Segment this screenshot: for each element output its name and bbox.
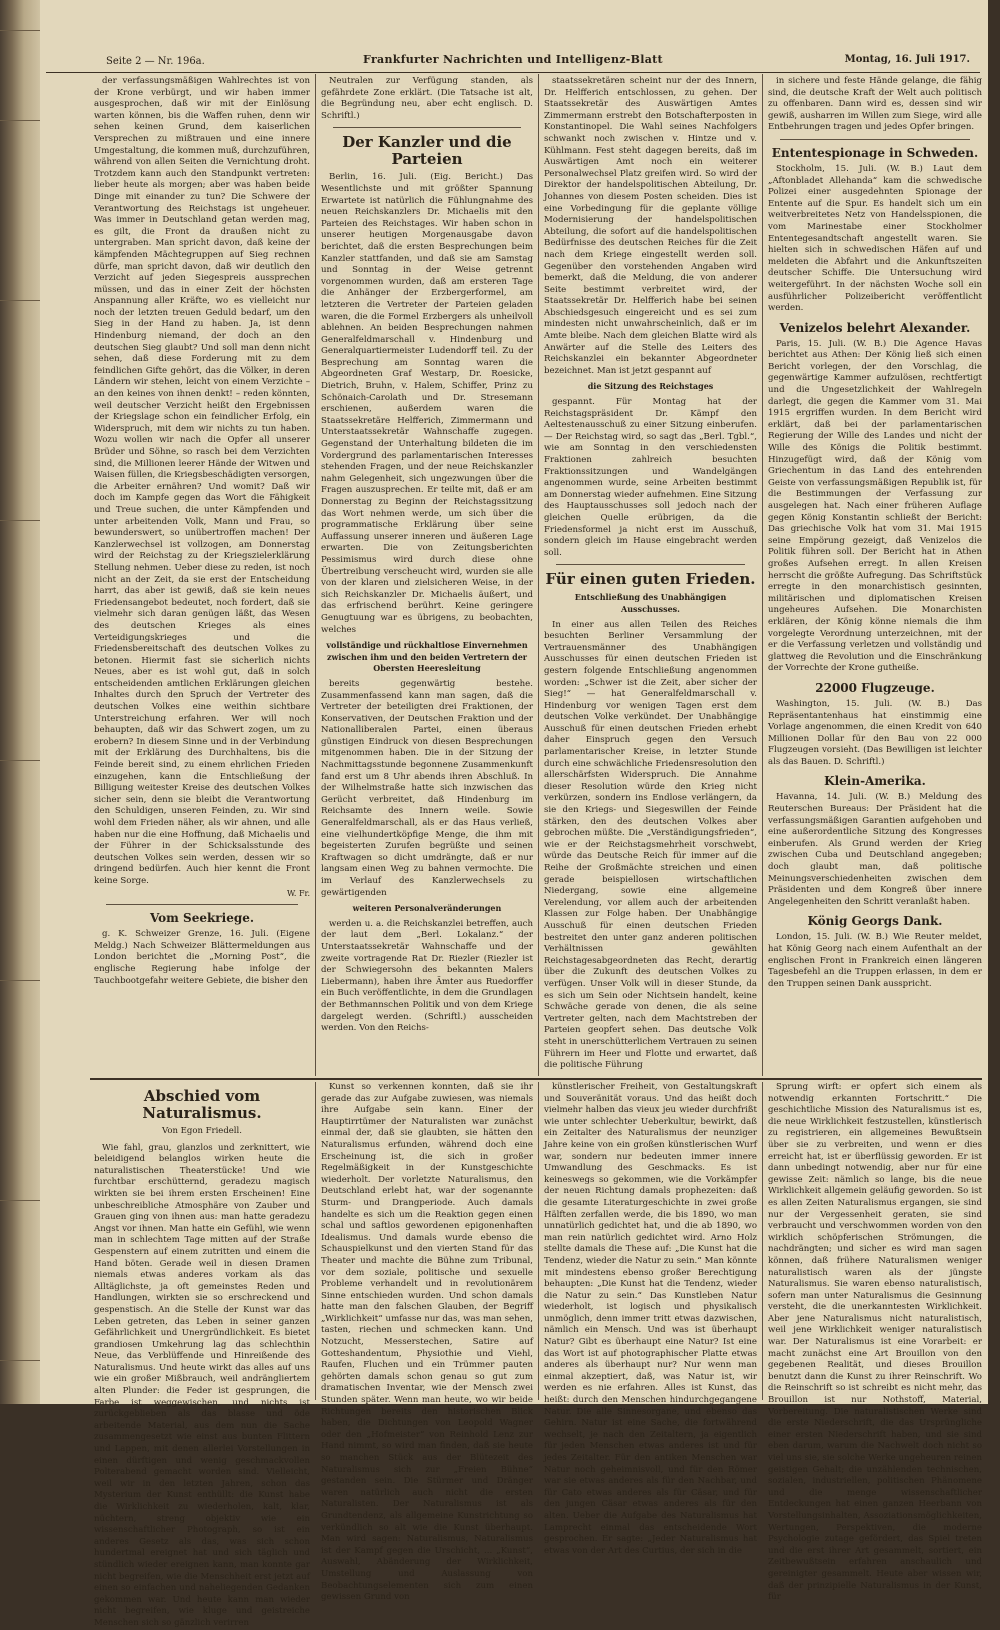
column-2	[317, 76, 537, 1074]
col2-lead-text: Neutralen zur Verfügung standen, als gefährdete Zone erklärt. (Die Tatsache ist alt, die Begründung neu, aber echt englisch. D. Schriftl.)	[321, 76, 533, 121]
feuilleton-column-4	[764, 1082, 986, 1603]
issue-date: Montag, 16. Juli 1917.	[844, 54, 970, 65]
feuilleton-text-3: künstlerischer Freiheit, von Gestaltungskraft und Souveränität voraus. Und das heißt doch vielmehr halben das vieux jeu wieder durchfrißt wie unter schlechter Ueberkultur, bewirkt, daß ein Zeitalter des Naturalismus der neunziger Jahre keine von ein großen künstlerischen Wurf war, sondern nur bedeuten immer innere Umwandlung des Geschmacks. Es ist keineswegs so gekommen, wie die Vorkämpfer der neuen Richtung damals prophezeiten: daß die gesamte Literaturgeschichte in zwei große Hälften zerfallen werde, die bis 1890, wo man unnatürlich gedichtet hat, und die ab 1890, wo man rein natürlich gedichtet wird. Arno Holz stellte damals die These auf: „Die Kunst hat die Tendenz, wieder die Natur zu sein.“ Man könnte mit mindestens ebenso großer Berechtigung behaupten: „Die Kunst hat die Tendenz, wieder die Natur zu sein.“ Das Kunstleben Natur wiederholt, ist logisch und physikalisch unmöglich, denn immer tritt etwas dazwischen, nämlich ein Mensch. Und was ist überhaupt Natur? Gibt es überhaupt eine Natur? Ist eine das Wort ist auf photographischer Platte etwas anderes als überhaupt nur? Nur wenn man einmal akzeptiert, daß, was Natur ist, wir werden es nie erfahren. Alles ist Kunst, das heißt: durch den Menschen hindurchgegangene Natur. Die alle Sinnesorgane, und ebenso das Gehirn. Natur ist eine Sache, die fortwährend wechselt, je nach den Zeitaltern, ja eigentlich für jeden Menschen etwas anderes ist und für jedes Zeitalter. Für den antiken Menschen war Natur noch geheimnisvoll, und für den Römer war sie etwas anderes als für den Nachbar, und für Cato etwas anderes als für Cäsar, und für den jungen Cäsar etwas anderes als für den alten. Ueber die Aufgabe des Naturalismus hat Lamprecht einmal das entscheidende Wort gesprochen. Er sagte: „Jeder Naturalismus hat etwas von der Art des Curtius, der sich in die	[544, 1082, 757, 1556]
feuilleton-column-3	[540, 1082, 761, 1556]
article-signature: W. Fr.	[287, 888, 310, 898]
newspaper-page	[40, 0, 988, 1628]
newspaper-title: Frankfurter Nachrichten und Intelligenz-Blatt	[363, 53, 663, 66]
frieden-text: In einer aus allen Teilen des Reiches besuchten Berliner Versammlung der Vertrauensmänner des Unabhängigen Ausschusses für einen deutschen Frieden ist gestern folgende Entschließung angenommen worden: „Schwer ist die Zeit, aber sicher der Sieg!“ — hat Generalfeldmarschall v. Hindenburg vor wenigen Tagen erst dem deutschen Volke verkündet. Der Unabhängige Ausschuß für einen deutschen Frieden erhebt daher Einspruch gegen den Versuch parlamentarischer Kreise, in letzter Stunde durch eine schwächliche Friedensresolution den allerschärfsten Widerspruch. Die Annahme dieser Resolution würde den Krieg nicht verkürzen, sondern ins Endlose verlängern, da sie den Kriegs- und Siegeswillen der Feinde stärken, den des deutschen Volkes aber gebrochen müßte. Die „Verständigungsfrieden“, wie er der Reichstagsmehrheit vorschwebt, würde das Deutsche Reich für immer auf die Reihe der Großmächte streichen und einen gerade beispiellosen wirtschaftlichen Niedergang, sowie eine allgemeine Verelendung, vor allem auch der arbeitenden Klassen zur Folge haben. Der Unabhängige Ausschuß für einen deutschen Frieden bestreitet den unter ganz anderen politischen Verhältnissen gewählten Reichstagesabgeordneten das Recht, derartig über die Zukunft des deutschen Volkes zu verfügen. Unser Volk will in dieser Stunde, da es sich um Sein oder Nichtsein handelt, keine Schwäche gerade von denen, die als seine Vertreter gelten, nach dem Machtstreben der Parteien geopfert sehen. Das deutsche Volk steht in unerschütterlichem Vertrauen zu seinen Führern im Heer und Flotte und erwartet, daß die politische Führung	[544, 619, 757, 1071]
subhead-sitzung: die Sitzung des Reichstages	[587, 381, 714, 392]
koenig-georg-text: London, 15. Juli. (W. B.) Wie Reuter meldet, hat König Georg nach einem Aufenthalt an der englischen Front in Frankreich einen längeren Tagesbefehl an die Truppen erlassen, in dem er den Truppen seinen Dank ausspricht.	[768, 932, 982, 989]
headline-spionage: Ententespionage in Schweden.	[771, 145, 979, 160]
feuilleton-text-1: Wie fahl, grau, glanzlos und zerknittert, wie beleidigend belanglos wirken heute die naturalistischen Theaterstücke! Und wie furchtbar erschütternd, geradezu magisch wirkten sie bei ihrem ersten Erscheinen! Eine unbeschreibliche Atmosphäre von Zauber und Grauen ging von ihnen aus: man hatte geradezu Angst vor ihnen. Man hatte ein Gefühl, wie wenn man in schlechtem Tage mitten auf der Straße Gespenstern auf einem zutritten und einem die Hand böten. Gerade weil in diesen Dramen niemals etwas anderes vorkam als das Alltäglichste, ja oft gemeinstes Reden und Handlungen, wirkten sie so erschreckend und gespenstisch. An die Stelle der Kunst war das Leben getreten, das Leben in seiner ganzen Gefährlichkeit und Unergründlichkeit. Es bietet grandiosen Umkehrung lag das schlechthin Neue, das Verblüffende und Hinreißende des Naturalismus. Und heute wirkt das alles auf uns wie ein großer Mißbrauch, weil andrängliertem alten Plunder: die Feder ist gesprungen, die Farbe ist weggewischen, und nichts ist zurückgeblieben als das blasse und öde arbeitende Material, aus dem nun die Sache zusammengesetzt wie einst aus bunten Flittern und Lappen, mit denen allerlei Vorstellungen in einen dürftigen und wenig geschmackvollen Polterabend gemacht worden sind. Vielleicht, weil wir in den letzten Jahren, schon das Mysterium der Kunst enthüllt: die Kunst habe die Wirklichkeit zu wiederholen, kalt, klar, nüchtern, streng objektiv wie ein wissenschaftlicher Photograph, so ist ein anderes Gesetz als das, was sich schon hundertmal ereignet hat und sich täglich und stündlich wieder ereignen kann, man konnte gar nicht begreifen, wie die Menschheit erst jetzt auf einen so einfachen und naheliegenden Gedanken gekommen war. Und heute kann man wieder nicht begreifen, wie kluge und geistreiche Menschen sich so gänzlich verirren	[94, 1142, 310, 1628]
masthead	[46, 50, 980, 73]
col3-text: staatssekretären scheint nur der des Innern, Dr. Helfferich entschlossen, zu gehen. Der Staatssekretär des Auswärtigen Amtes Zimmermann erstrebt den Botschafterposten in Konstantinopel. Die Wahl seines Nachfolgers schwankt noch zwischen v. Hintze und v. Kühlmann. Fest steht dagegen bereits, daß im Auswärtigen Amt noch ein weiterer Personalwechsel Platz greifen wird. So wird der Direktor der handelspolitischen Abteilung, Dr. Johannes von diesem Posten scheiden. Dies ist eine Vorbedingung für die geplante völlige Modernisierung der handelspolitischen Abteilung, die sofort auf die handelspolitischen Bedürfnisse des deutschen Reiches für die Zeit nach dem Kriege eingestellt werden soll. Gegenüber den vorstehenden Angaben wird bemerkt, daß die Meldung, die von anderer Seite bestimmt verbreitet wird, der Staatssekretär Dr. Helfferich habe bei seinen Abschiedsgesuch eingereicht und es sei zum mindesten nicht unwahrscheinlich, daß er im Amte bleibe. Nach dem gleichen Blatte wird als Anwärter auf die Stelle des Leiters des Reichskanzlei ein bekannter Abgeordneter bezeichnet. Man ist jetzt gespannt auf	[544, 76, 757, 376]
column-4	[764, 76, 986, 1074]
feuilleton-byline: Von Egon Friedell.	[162, 1126, 242, 1136]
col3-text-2: gespannt. Für Montag hat der Reichstagspräsident Dr. Kämpf den Aeltestenausschuß zu einer Sitzung einberufen. — Der Reichstag wird, so sagt das „Berl. Tgbl.“, wie am Sonntag in den verschiedensten Fraktionen zahlreich besuchten Fraktionssitzungen und Wandelgängen angenommen wurde, seine Arbeiten bestimmt am Donnerstag wieder aufnehmen. Eine Sitzung des Hauptausschusses soll jedoch nach der gleichen Quelle erübrigen, da die Friedensformel ja nicht erst im Ausschuß, sondern gleich im Hause eingebracht werden soll.	[544, 397, 757, 558]
subhead-personal: weiteren Personalveränderungen	[352, 903, 502, 914]
kanzler-text-2: bereits gegenwärtig bestehe. Zusammenfassend kann man sagen, daß die Vertreter der beteiligten drei Fraktionen, der Konservativen, der Deutschen Fraktion und der Nationalliberalen Partei, einen überaus günstigen Eindruck von diesen Besprechungen mitgenommen haben. Die in der Sitzung der Nachmittagsstunde begonnene Zusammenkunft fand erst um 8 Uhr abends ihren Abschluß. In der Wilhelmstraße hatte sich inzwischen das Gerücht verbreitet, daß Hindenburg im Reichsamte des Innern weile. Sowie Generalfeldmarschall, als er das Haus verließ, eine vielhundertköpfige Menge, die ihm mit begeisterten Zurufen begrüßte und seinen Kraftwagen so dicht umdrängte, daß er nur langsam einen Weg zu bahnen vermochte. Die im Verlauf des Kanzlerwechsels zu gewärtigenden	[321, 678, 533, 898]
feuilleton-column-1	[90, 1082, 314, 1628]
feuilleton-text-4: Sprung wirft: er opfert sich einem als notwendig erkannten Fortschritt.“ Die geschichtliche Mission des Naturalismus ist es, die neue Wirklichkeit festzustellen, künstlerisch zu registrieren, ein allgemeines Bewußtsein über sie zu verbreiten, und wenn er dies erreicht hat, ist er überflüssig geworden. Er ist dann unbedingt notwendig, aber nur für eine gewisse Zeit: nämlich so lange, bis die neue Wirklichkeit allgemein geläufig geworden. So ist es allen Zeiten Naturalismus ergangen, sie sind nur der Vergessenheit geraten, sie sind verbraucht und verschwommen worden von den wirklich schöpferischen Strömungen, die nachdrängten; und sicher es wird man sagen können, daß frühere Naturalismen weniger naturalistisch waren als der jüngste Naturalismus. Sie waren ebenso naturalistisch, sofern man unter Naturalismus die Gesinnung versteht, die die unerkanntesten Wirklichkeit. Aber jene Naturalismus nicht naturalistisch, weil jene Wirklichkeit weniger naturalistisch war. Der Naturalismus ist eine Vorarbeit: er macht zunächst eine Art Brouillon von den gegebenen Realität, und dieses Brouillon benutzt dann die Kunst zu ihrer Reinschrift. Wo die Reinschrift so ist schreibt es nicht mehr, das Brouillon ist nur Nothstoff, Material, Vorbereitung. Die naturalistischen Werke sind die erste Niederschrift, die das Ursprüngliche einer ersten Niederschrift haben, und sie sind eben darum, warum die Nachwelt doch nicht so viel uns sie, sie solche Werke ungeheuren reinen geistigen Gehalt; die unzählenden technischen, sozialen, industriellen, politischen Phänomene und die menge wissenschaftlicher Entdeckungen hat einen ganzen Heerbann von Vorstellungsinhalten, Assoziationsmöglichkeiten, Wertungen, Perspektiven, die moderne Psychologie zutage gefördert, das Spiel treten und die erst ihrer Art gesammelt, sortiert, ein Zeitbewußtsein erfahren anschaulich und gereinigter gesammelt. Heute aber wissen wir, daß der prinzipielle Naturalismus in der Kunst, für	[768, 1082, 982, 1603]
klein-amerika-text: Havanna, 14. Juli. (W. B.) Meldung des Reuterschen Bureaus: Der Präsident hat die verfassungsmäßigen Garantien aufgehoben und eine außerordentliche Sitzung des Kongresses einberufen. Als Grund werden der Krieg zwischen Cuba und Deutschland angegeben; doch glaubt man, daß politische Meinungsverschiedenheiten zwischen dem Präsidenten und dem Kongreß über innere Angelegenheiten den Schritt veranlaßt haben.	[768, 792, 982, 907]
page-number: Seite 2 — Nr. 196a.	[106, 56, 205, 67]
column-1	[90, 76, 314, 1074]
headline-klein-amerika: Klein-Amerika.	[824, 774, 926, 789]
seekriege-text: g. K. Schweizer Grenze, 16. Juli. (Eigene Meldg.) Nach Schweizer Blättermeldungen aus London berichtet die „Morning Post“, die englische Regierung habe infolge der Tauchbootgefahr weitere Gebiete, die bisher den	[94, 929, 310, 986]
subhead-entschliessung: Entschließung des Unabhängigen Ausschusses.	[574, 592, 727, 614]
headline-kanzler-parteien: Der Kanzler und die Parteien	[342, 133, 512, 169]
headline-koenig-georg: König Georgs Dank.	[807, 914, 943, 929]
headline-venizelos: Venizelos belehrt Alexander.	[779, 320, 971, 335]
kanzler-text: Berlin, 16. Juli. (Eig. Bericht.) Das Wesentlichste und mit größter Spannung Erwartete ist natürlich die Fühlungnahme des neuen Reichskanzlers Dr. Michaelis mit den Parteien des Reichstages. Wir haben schon in unserer heutigen Morgenausgabe davon berichtet, daß die ersten Besprechungen beim Kanzler stattfanden, und daß sie am Samstag und Sonntag in der Weise getrennt vorgenommen wurden, daß am ersteren Tage die Anhänger der Erzbergerformel, am letzteren die Vertreter der Parteien geladen waren, die die Formel Erzbergers als unheilvoll ablehnen. An beiden Besprechungen nahmen Generalfeldmarschall v. Hindenburg und Generalquartiermeister Ludendorff teil. Zu der Besprechung am Sonntag waren die Abgeordneten Graf Westarp, Dr. Roesicke, Dietrich, Bruhn, v. Halem, Schiffer, Prinz zu Schönaich-Carolath und Dr. Stresemann erschienen, außerdem waren die Staatssekretäre Helfferich, Zimmermann und Unterstaatssekretär Wahnschaffe zugegen. Gegenstand der Unterhaltung bildeten die im Vordergrund des parlamentarischen Interesses stehenden Fragen, und der neue Reichskanzler nahm Gelegenheit, sich ungezwungen über die Fragen auszusprechen. Er teilte mit, daß er am Donnerstag zu Beginn der Reichstagssitzung das Wort nehmen werde, um sich über die programmatische Erklärung über seine Auffassung unserer inneren und äußeren Lage erwarten. Die von Zeitungsberichten Pessimismus wird durch diese ohne Übertreibung verscheucht wird, wurden sie alle von der klaren und zielsicheren Weise, in der sich Reichskanzler Dr. Michaelis äußert, und das erfrischend berührt. Keine geringere Genugtuung war es übrigens, zu beobachten, welches	[321, 172, 533, 635]
headline-seekriege: Vom Seekriege.	[149, 911, 255, 926]
col4-lead: in sichere und feste Hände gelange, die fähig sind, die deutsche Kraft der Welt auch politisch zu offenbaren. Dann wird es, dessen sind wir gewiß, ausharren im Willen zum Siege, wird alle Entbehrungen tragen und jedes Opfer bringen.	[768, 76, 982, 133]
column-3	[540, 76, 761, 1074]
flugzeuge-text: Washington, 15. Juli. (W. B.) Das Repräsentantenhaus hat einstimmig eine Vorlage angenommen, die einen Kredit von 640 Millionen Dollar für den Bau von 22 000 Flugzeugen vorsieht. (Das Bewilligen ist leichter als das Bauen. D. Schriftl.)	[768, 698, 982, 767]
headline-flugzeuge: 22000 Flugzeuge.	[815, 680, 935, 695]
venizelos-text: Paris, 15. Juli. (W. B.) Die Agence Havas berichtet aus Athen: Der König ließ sich einen Bericht vorlegen, der den Vorschlag, die gegenwärtige Kammer aufzulösen, rechtfertigt und die Ungesetzlichkeit der Wahlregeln darlegt, die gegen die Kammer vom 31. Mai 1915 ergriffen wurden. In dem Bericht wird erklärt, daß bei der parlamentarischen Regierung der Wille des Landes und nicht der Wille des Königs die Politik bestimmt. Hinzugefügt wird, daß der König vom Griechentum in das Land des entehrenden Geiste von verfassungsmäßigen Republik ist, für die Bestimmungen der Verfassung zur ausgelegen hat. Nach einer früheren Auflage gegen König Konstantin schließt der Bericht: Das griechische Volk hat vom 31. Mai 1915 seine Empörung gezeigt, daß Venizelos die Politik führen soll. Der Bericht hat in Athen großes Aufsehen erregt. In allen Kreisen herrscht die größte Aufregung. Das Schriftstück erregte in den monarchistisch gesinnten, militärischen und diplomatischen Kreisen ungeheures Aufsehen. Die Monarchisten erklären, der König könne niemals die ihm vorgelegte Verordnung unterzeichnen, mit der er die Verfassung verletzen und vollständig und glattweg die Revolution und die Einschränkung der Vorrechte der Krone gutheiße.	[768, 338, 982, 674]
lead-article-text: der verfassungsmäßigen Wahlrechtes ist von der Krone verbürgt, und wir haben immer ausgesprochen, daß wir mit der Einlösung warten können, bis die Waffen ruhen, denn wir sehen keinen Grund, dem kaiserlichen Versprechen zu mißtrauen und eine innere Umgestaltung, die kommen muß, durchzuführen, während von allen Seiten die Vernichtung droht. Trotzdem kann auch den Standpunkt vertreten: lieber heute als morgen; aber was haben beide Dinge mit einander zu tun? Die Schwere der Verantwortung des Reichstags ist ungeheuer. Was immer in Deutschland getan werden mag, es gilt, die Front da draußen nicht zu untergraben. Man spricht davon, daß keine der kämpfenden Mächtegruppen auf Sieg rechnen dürfe, man spricht davon, daß wir deutlich den Verzicht auf jeden Siegespreis aussprechen müssen, und das in einer Zeit der höchsten Anspannung aller Kräfte, wo es vielleicht nur noch der letzten treuen Geduld bedarf, um den Sieg in der Hand zu haben. Ja, ist denn Hindenburg niemand, der doch an den deutschen Sieg glaubt? Und soll man denn nicht sehen, daß diese Forderung mit zu dem feindlichen Gifte gehört, das die Völker, in deren Ländern wir stehen, leicht von einem Verzichte – an den keines von ihnen denkt! – reden könnten, weil deutscher Verzicht heißt den Ergebnissen der Kriegslage schon ein feindlicher Erfolg, ein Widerspruch, mit dem wir nichts zu tun haben. Wozu wollen wir nach die Opfer all unserer Brüder und Söhne, so rasch bei dem Verzichten sind, die Millionen leerer Hände der Witwen und Waisen füllen, die Kriegsbeschädigten versorgen, die Arbeiter ernähren? Und womit? Daß wir doch im Kampfe gegen das Wort die Fähigkeit und Treue suchen, die unter Kämpfenden und unter arbeitenden Volk, Mann und Frau, so bewunderswert, so unübertroffen machen! Der Kanzlerwechsel ist vollzogen, am Donnerstag wird der Reichstag zu der Kriegszielerklärung Stellung nehmen. Ueber diese zu reden, ist noch nicht an der Zeit, da sie erst der Entscheidung harrt, das aber ist gewiß, daß sie kein neues Friedensangebot bedeutet, noch fordert, daß sie vielmehr sich daran genügen läßt, das Wesen des deutschen Krieges als eines Verteidigungskrieges und die Friedensbereitschaft des deutschen Volkes zu betonen. Hiermit fast sie sicherlich nichts Neues, aber es ist wohl gut, daß in solch entscheidenden amtlichen Erklärungen gleichen Inhaltes durch den Spruch der Vertreter des deutschen Volkes eine weithin sichtbare Unterstreichung erfahren. Wer will noch behaupten, daß wir das Schwert zogen, um zu erobern? In diesem Sinne und in der Verbindung mit der Erklärung des Durchhaltens, bis die Feinde bereit sind, zu einem ehrlichen Frieden einzugehen, kann die Entschließung der Billigung weitester Kreise des deutschen Volkes sicher sein, denn sie bleibt die Verantwortung den Schuldigen, unseren Feinden, zu. Wir sind wohl dem Frieden näher, als wir ahnen, und alle haben nur die eine Hoffnung, daß Michaelis und der Führer in der Schicksalsstunde des deutschen Volkes sein werden, dessen wir so dringend bedürfen. Auch hier kennt die Front keine Sorge.	[94, 76, 310, 886]
feuilleton-text-2: Kunst so verkennen konnten, daß sie ihr gerade das zur Aufgabe zuwiesen, was niemals ihre Aufgabe sein kann. Einer der Hauptirrtümer der Naturalisten war zunächst einmal der, daß sie glaubten, sie hätten den Naturalismus erfunden, während doch eine Erscheinung ist, die sich in großer Regelmäßigkeit in der Kunstgeschichte wiederholt. Der vorletzte Naturalismus, den Deutschland erlebt hat, war der sogenannte Sturm- und Drangperiode. Auch damals handelte es sich um die Reaktion gegen einen schal und saftlos gewordenen epigonenhaften Idealismus. Und damals wurde ebenso die Schauspielkunst und den vierten Stand für das Theater und machte die Bühne zum Tribunal, vor dem soziale, politische und sexuelle Probleme verhandelt und in revolutionärem Sinne entschieden wurden. Und schon damals hatte man den falschen Glauben, der Begriff „Wirklichkeit“ umfasse nur das, was man sehen, tasten, riechen und schmecken kann. Und Notzucht, Messerstechen, Satire auf Gotteshandentum, Physiothie und Viehl, Raufen, Fluchen und ein Trümmer pauten gehörten damals schon genau so gut zum dramatischen Inventar, wie der Mensch zwei Stunden später. Wenn man heute, wo wir beide Richtungen bereits den historischen Blick haben, die Dichtungen von Leopold Wagner oder den „Hofmeister“ von Reinhold Lenz zur Hand nimmt, so wird man finden, daß sie heute so manchen Stück aus der Blütezeit des Naturalismus sich zur „Freien Bühne“ gestanden sein. Die Stürmer und Dränger waren natürlich auch nicht die ersten Naturalisten. Der Naturalismus ist als Grundtendenz, als allgemeine Kunstrichtung so verkündlich so alt wie die Kunst überhaupt. Man wird sagen: Naturalismus, Naturalismus ist der Kampf gegen die Urschicht, ... „Kunst“, Auswahl, Abänderung der Wirklichkeit, Umstellung und Auslassung von Beobachtungselementen sich zum einen gewissen Grund von	[321, 1082, 533, 1603]
subhead-einvernehmen: vollständige und rückhaltlose Einvernehmen zwischen ihm und den beiden Vertretern der Obersten Heeresleitung	[326, 640, 528, 674]
book-binding	[0, 0, 40, 1404]
headline-naturalismus: Abschied vom Naturalismus.	[142, 1087, 262, 1122]
feuilleton-column-2	[317, 1082, 537, 1603]
spionage-text: Stockholm, 15. Juli. (W. B.) Laut dem „Aftonbladet Allehanda“ kam die schwedische Polizei einer ausgedehnten Spionage der Entente auf die Spur. Es handelt sich um ein weitverbreitetes Netz von Handelsspionen, die vom Marinestabe einer Stockholmer Ententegesandtschaft angestellt waren. Sie hielten sich in schwedischen Häfen auf und meldeten die Abfahrt und die Ankunftszeiten deutscher Schiffe. Die Untersuchung wird weitergeführt. In der nächsten Woche soll ein ausführlicher Polizeibericht veröffentlicht werden.	[768, 163, 982, 314]
headline-frieden: Für einen guten Frieden.	[545, 570, 756, 589]
kanzler-text-3: werden u. a. die Reichskanzlei betreffen, auch der laut dem „Berl. Lokalanz.“ der Unterstaatssekretär Wahnschaffe und der zweite vortragende Rat Dr. Riezler (Riezler ist der Schwiegersohn des bekannten Malers Liebermann), haben ihre Ämter aus Ruedorffer ein Buch veröffentlichte, in dem die Grundlagen der Bethmannschen Politik und von dem Kriege dargelegt werden. (Schriftl.) ausscheiden werden. Von den Reichs-	[321, 918, 533, 1034]
